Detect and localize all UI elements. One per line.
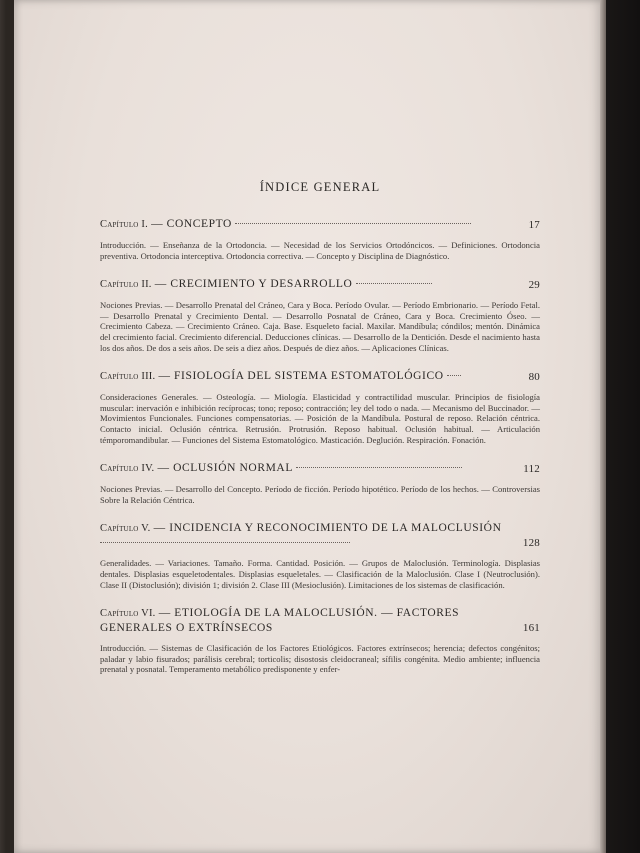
chapter-summary: Nociones Previas. — Desarrollo del Concepto. Período de ficción. Período hipotético. Período de los hechos. — Controversias Sobre la Relación Céntrica. — [100, 484, 540, 505]
chapter-heading — [100, 369, 540, 384]
chapter-title: — CONCEPTO — [151, 218, 232, 230]
chapter-heading — [100, 606, 540, 635]
chapter-6 — [100, 606, 540, 675]
leader-dots — [356, 283, 432, 284]
chapter-summary: Introducción. — Enseñanza de la Ortodoncia. — Necesidad de los Servicios Ortodóncicos. — Definiciones. Ortodoncia preventiva. Ortodoncia interceptiva. Ortodoncia correctiva. — Concepto y Disciplina de Diagnóstico. — [100, 240, 540, 261]
chapter-summary: Generalidades. — Variaciones. Tamaño. Forma. Cantidad. Posición. — Grupos de Maloclusión. Terminología. Displasias dentales. Displasias esqueletodentales. Displasias esqueletales. — Clasificación de la Maloclusión. Clase I (Neutroclusión). Clase II (Distoclusión); división 1; división 2. Clase III (Mesioclusión). Limitaciones de los sistemas de clasificación. — [100, 558, 540, 590]
leader-dots — [235, 223, 471, 224]
chapter-label: Capítulo IV. — [100, 463, 155, 475]
page-edge — [600, 0, 606, 853]
page-number: 112 — [523, 463, 540, 476]
page-number: 128 — [522, 537, 540, 550]
chapter-4 — [100, 461, 540, 505]
leader-dots — [296, 467, 462, 468]
chapter-3 — [100, 369, 540, 445]
leader-dots — [100, 542, 350, 543]
chapter-heading — [100, 277, 540, 292]
chapter-summary: Consideraciones Generales. — Osteología. — Miología. Elasticidad y contractilidad muscular. Principios de fisiología muscular: inervación e inhibición recíprocas; tono; reposo; contracción; ley del todo o nada. — Mecanismo del Buccinador. — Movimientos Funcionales. Funciones compensatorias. — Posición de la Mandíbula. Postural de reposo. Relación céntrica. Contacto inicial. Oclusión céntrica. Retrusión. Protrusión. Reposo habitual. Oclusión habitual. — Articulación témporomandibular. — Funciones del Sistema Estomatológico. Masticación. Deglución. Respiración. Fonación. — [100, 392, 540, 445]
index-title: ÍNDICE GENERAL — [259, 180, 381, 194]
chapter-label: Capítulo V. — [100, 523, 151, 535]
table-of-contents — [100, 180, 540, 691]
chapter-5 — [100, 521, 540, 590]
chapter-heading — [100, 217, 540, 232]
page-number: 80 — [528, 371, 540, 384]
chapter-heading — [100, 461, 540, 476]
chapter-label: Capítulo II. — [100, 279, 152, 291]
chapter-summary: Introducción. — Sistemas de Clasificación de los Factores Etiológicos. Factores extrínsecos; herencia; defectos congénitos; paladar y labio fisurados; parálisis cerebral; torticolis; disostosis cleidocraneal; sífilis congénita. Medio ambiente; influencia prenatal y posnatal. Temperamento metabólico predisponente y enfer- — [100, 643, 540, 675]
chapter-title: — CRECIMIENTO Y DESARROLLO — [154, 278, 353, 291]
chapter-title: — ETIOLOGÍA DE LA MALOCLUSIÓN. — FACTORES GENERALES O EXTRÍNSECOS — [100, 607, 460, 635]
book-page — [14, 0, 604, 853]
leader-dots — [447, 375, 461, 376]
chapter-summary: Nociones Previas. — Desarrollo Prenatal del Cráneo, Cara y Boca. Período Ovular. — Período Embrionario. — Período Fetal. — Desarrollo Prenatal y Crecimiento Dental. — Desarrollo Posnatal de Cráneo, Cara y Boca. Crecimiento Óseo. — Crecimiento Cabeza. — Crecimiento Cráneo. Caja. Base. Esqueleto facial. Maxilar. Mandíbula; cóndilos; mentón. Dinámica del crecimiento facial. Crecimiento diferencial. Deducciones clínicas. — Desarrollo de la Dentición. Desde el nacimiento hasta los dos años. De dos a seis años. De seis a diez años. Después de diez años. — Aplicaciones Clínicas. — [100, 300, 540, 353]
page-number: 17 — [528, 219, 540, 231]
chapter-title: — INCIDENCIA Y RECONOCIMIENTO DE LA MALOCLUSIÓN — [153, 522, 502, 535]
chapter-2 — [100, 277, 540, 353]
chapter-label: Capítulo III. — [100, 371, 156, 383]
chapter-title: — OCLUSIÓN NORMAL — [157, 462, 293, 475]
chapter-1 — [100, 217, 540, 261]
page-number: 161 — [522, 622, 540, 635]
page-number: 29 — [528, 279, 540, 292]
chapter-label: Capítulo VI. — [100, 608, 156, 620]
chapter-title: — FISIOLOGÍA DEL SISTEMA ESTOMATOLÓGICO — [158, 370, 444, 383]
chapter-label: Capítulo I. — [100, 219, 148, 230]
chapter-heading — [100, 521, 540, 550]
